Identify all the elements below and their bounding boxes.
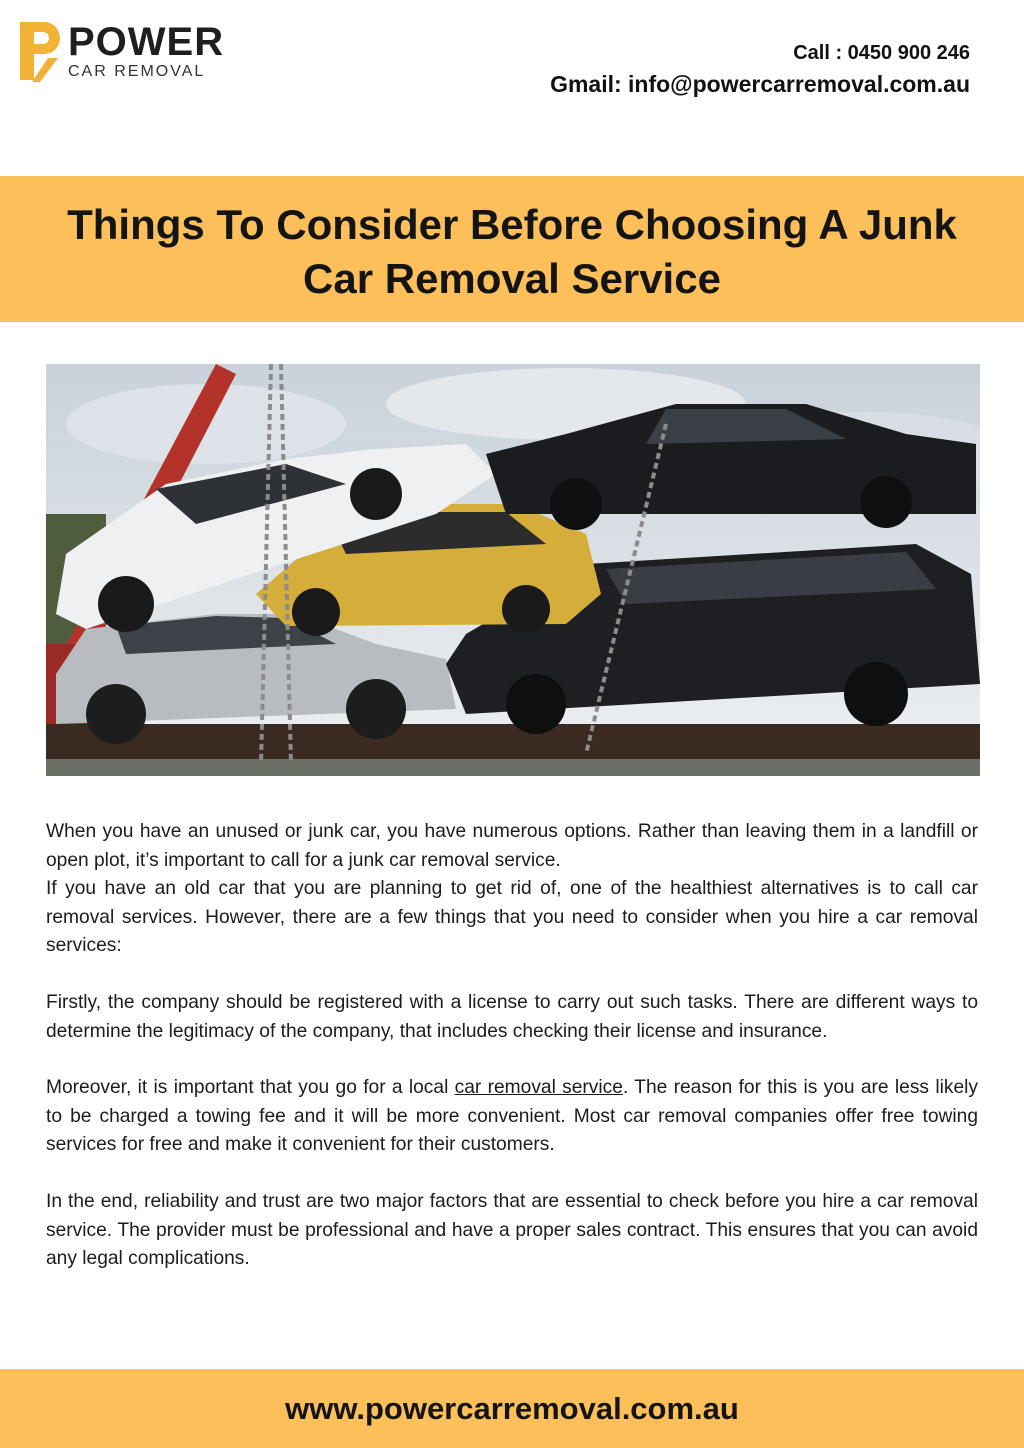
email-address[interactable]: Gmail: info@powercarremoval.com.au: [550, 71, 970, 97]
paragraph-intro: When you have an unused or junk car, you have numerous options. Rather than leaving them in a landfill or open plot, it’s important to call for a junk car removal service.: [46, 821, 978, 871]
page-title: [0, 176, 1024, 306]
junk-cars-photo: [46, 364, 980, 776]
contact-info: [550, 42, 970, 98]
brand-name: POWER: [68, 20, 225, 64]
paragraph-local-service: [46, 1074, 978, 1160]
paragraph-local-text-before: Moreover, it is important that you go for a local: [46, 1077, 455, 1099]
paragraph-local-text-after: . The reason for this is you are less likely to be charged a towing fee and it will be more convenient. Most car removal companies offer free towing services for free and make it convenient for their customers.: [46, 1077, 978, 1156]
title-banner: [0, 176, 1024, 322]
title-line-1: Things To Consider Before Choosing A Junk: [67, 201, 957, 248]
call-number[interactable]: Call : 0450 900 246: [793, 42, 970, 64]
brand-logo[interactable]: [18, 18, 224, 84]
logo-mark-icon: [18, 18, 62, 84]
title-line-2: Car Removal Service: [303, 255, 721, 302]
brand-subtitle: CAR REMOVAL: [68, 63, 206, 80]
article-body: [46, 818, 978, 1302]
website-url[interactable]: www.powercarremoval.com.au: [285, 1391, 739, 1426]
car-removal-service-link[interactable]: car removal service: [454, 1077, 623, 1099]
paragraph-intro-continued: If you have an old car that you are planning to get rid of, one of the healthiest alternatives is to call car removal services. However, there are a few things that you need to consider when you hire a car removal services:: [46, 878, 978, 957]
paragraph-reliability: In the end, reliability and trust are two major factors that are essential to check before you hire a car removal service. The provider must be professional and have a proper sales contract. This ensures that you can avoid any legal complications.: [46, 1190, 978, 1270]
paragraph-license: Firstly, the company should be registered with a license to carry out such tasks. There are different ways to determine the legitimacy of the company, that includes checking their license and insurance.: [46, 991, 978, 1042]
footer-banner: [0, 1369, 1024, 1448]
